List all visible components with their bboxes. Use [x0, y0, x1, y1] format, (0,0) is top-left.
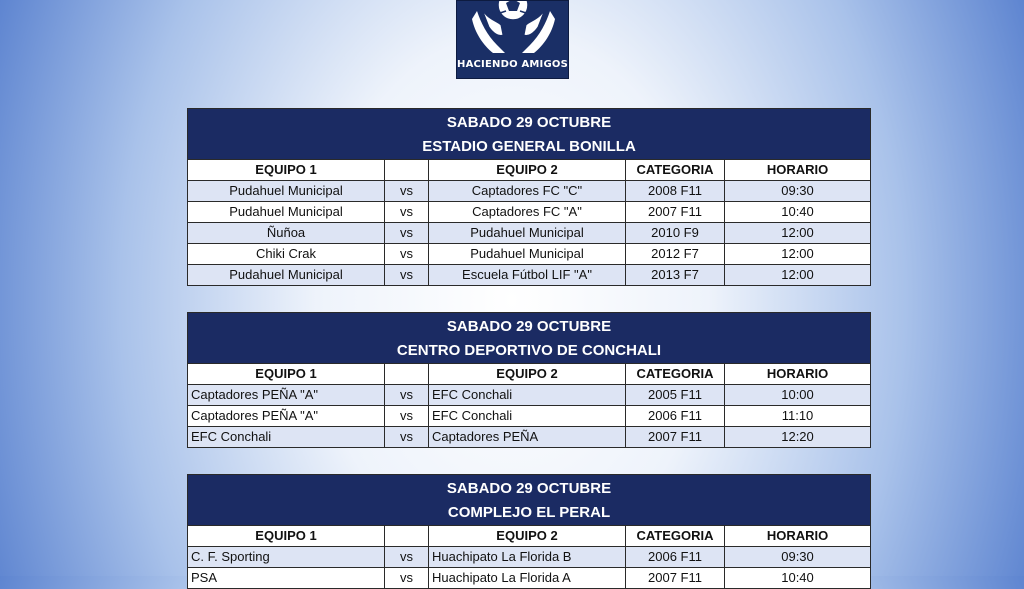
- team2-cell: EFC Conchali: [429, 406, 626, 427]
- team1-cell: Ñuñoa: [188, 223, 385, 244]
- team2-cell: Captadores PEÑA: [429, 427, 626, 448]
- category-cell: 2013 F7: [626, 265, 725, 286]
- col-vs-header: [385, 364, 429, 385]
- vs-cell: vs: [385, 547, 429, 568]
- vs-cell: vs: [385, 265, 429, 286]
- category-cell: 2007 F11: [626, 427, 725, 448]
- time-cell: 11:10: [725, 406, 871, 427]
- col-team1-header: EQUIPO 1: [188, 364, 385, 385]
- team2-cell: Captadores FC "C": [429, 181, 626, 202]
- team2-cell: EFC Conchali: [429, 385, 626, 406]
- time-cell: 12:20: [725, 427, 871, 448]
- table-row: [188, 547, 871, 568]
- time-cell: 09:30: [725, 181, 871, 202]
- col-category-header: CATEGORIA: [626, 160, 725, 181]
- time-cell: 10:00: [725, 385, 871, 406]
- section-venue: COMPLEJO EL PERAL: [188, 501, 871, 526]
- col-team1-header: EQUIPO 1: [188, 160, 385, 181]
- category-cell: 2006 F11: [626, 547, 725, 568]
- table-row: [188, 568, 871, 589]
- table-row: [188, 427, 871, 448]
- team2-cell: Captadores FC "A": [429, 202, 626, 223]
- col-team2-header: EQUIPO 2: [429, 364, 626, 385]
- col-team2-header: EQUIPO 2: [429, 160, 626, 181]
- time-cell: 12:00: [725, 265, 871, 286]
- time-cell: 12:00: [725, 223, 871, 244]
- team2-cell: Escuela Fútbol LIF "A": [429, 265, 626, 286]
- col-category-header: CATEGORIA: [626, 526, 725, 547]
- vs-cell: vs: [385, 568, 429, 589]
- section-venue: ESTADIO GENERAL BONILLA: [188, 135, 871, 160]
- category-cell: 2012 F7: [626, 244, 725, 265]
- table-row: [188, 181, 871, 202]
- team2-cell: Huachipato La Florida B: [429, 547, 626, 568]
- col-team2-header: EQUIPO 2: [429, 526, 626, 547]
- team1-cell: Pudahuel Municipal: [188, 202, 385, 223]
- category-cell: 2006 F11: [626, 406, 725, 427]
- section-venue: CENTRO DEPORTIVO DE CONCHALI: [188, 339, 871, 364]
- time-cell: 12:00: [725, 244, 871, 265]
- col-time-header: HORARIO: [725, 364, 871, 385]
- club-logo: [456, 0, 569, 79]
- schedule-table-bonilla: [187, 108, 871, 286]
- schedule-table-el-peral: [187, 474, 871, 589]
- team2-cell: Pudahuel Municipal: [429, 223, 626, 244]
- time-cell: 10:40: [725, 568, 871, 589]
- category-cell: 2008 F11: [626, 181, 725, 202]
- vs-cell: vs: [385, 427, 429, 448]
- section-date: SABADO 29 OCTUBRE: [188, 109, 871, 136]
- vs-cell: vs: [385, 223, 429, 244]
- table-row: [188, 265, 871, 286]
- schedule-table-conchali: [187, 312, 871, 448]
- team1-cell: Captadores PEÑA "A": [188, 385, 385, 406]
- col-time-header: HORARIO: [725, 160, 871, 181]
- section-date: SABADO 29 OCTUBRE: [188, 313, 871, 340]
- col-time-header: HORARIO: [725, 526, 871, 547]
- table-row: [188, 223, 871, 244]
- col-category-header: CATEGORIA: [626, 364, 725, 385]
- time-cell: 10:40: [725, 202, 871, 223]
- team1-cell: C. F. Sporting: [188, 547, 385, 568]
- col-team1-header: EQUIPO 1: [188, 526, 385, 547]
- vs-cell: vs: [385, 244, 429, 265]
- table-row: [188, 244, 871, 265]
- table-row: [188, 202, 871, 223]
- team2-cell: Pudahuel Municipal: [429, 244, 626, 265]
- col-vs-header: [385, 160, 429, 181]
- vs-cell: vs: [385, 406, 429, 427]
- table-row: [188, 385, 871, 406]
- category-cell: 2010 F9: [626, 223, 725, 244]
- team2-cell: Huachipato La Florida A: [429, 568, 626, 589]
- col-vs-header: [385, 526, 429, 547]
- hands-ball-icon: [457, 1, 570, 59]
- section-date: SABADO 29 OCTUBRE: [188, 475, 871, 502]
- team1-cell: Chiki Crak: [188, 244, 385, 265]
- team1-cell: PSA: [188, 568, 385, 589]
- category-cell: 2007 F11: [626, 202, 725, 223]
- team1-cell: Captadores PEÑA "A": [188, 406, 385, 427]
- team1-cell: EFC Conchali: [188, 427, 385, 448]
- time-cell: 09:30: [725, 547, 871, 568]
- category-cell: 2005 F11: [626, 385, 725, 406]
- vs-cell: vs: [385, 385, 429, 406]
- vs-cell: vs: [385, 181, 429, 202]
- table-row: [188, 406, 871, 427]
- vs-cell: vs: [385, 202, 429, 223]
- category-cell: 2007 F11: [626, 568, 725, 589]
- logo-text: HACIENDO AMIGOS: [457, 59, 568, 70]
- team1-cell: Pudahuel Municipal: [188, 265, 385, 286]
- team1-cell: Pudahuel Municipal: [188, 181, 385, 202]
